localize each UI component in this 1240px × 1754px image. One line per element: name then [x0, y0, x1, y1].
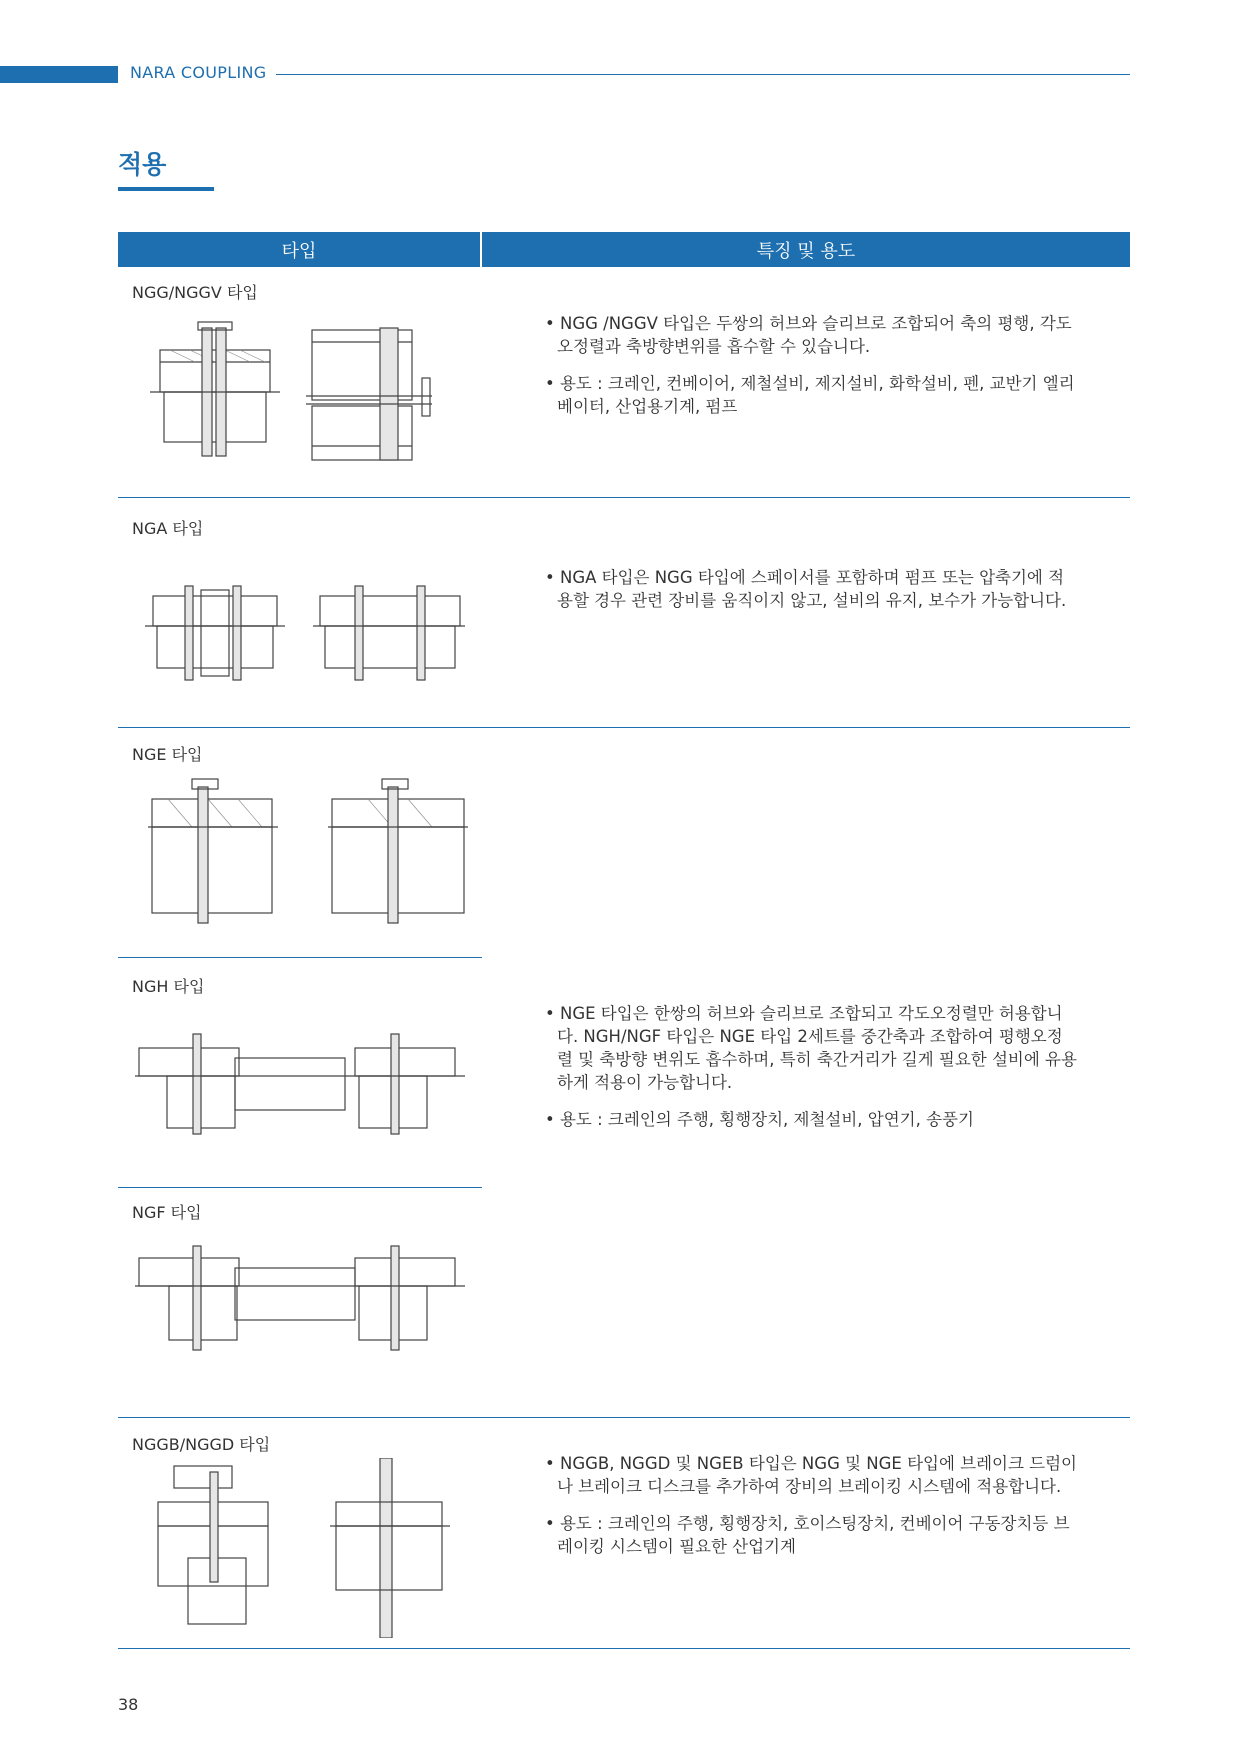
description-nga: [537, 566, 1077, 626]
description-text: • NGG /NGGV 타입은 두쌍의 허브와 슬리브로 조합되어 축의 평행, 각도오정렬과 축방향변위를 흡수할 수 있습니다.: [537, 312, 1077, 358]
description-text: • 용도 : 크레인의 주행, 횡행장치, 제철설비, 압연기, 송풍기: [537, 1108, 1077, 1131]
brake-disc-drawing: [330, 1458, 450, 1638]
type-label-nggb: NGGB/NGGD 타입: [132, 1435, 271, 1454]
description-nge: [537, 1002, 1077, 1145]
nge-coupling-drawing: [148, 775, 468, 935]
ngg-single-drawing: [150, 322, 280, 456]
description-text: • 용도 : 크레인의 주행, 횡행장치, 호이스팅장치, 컨베이어 구동장치등 브레이킹 시스템이 필요한 산업기계: [537, 1512, 1077, 1558]
title-underline: [118, 187, 214, 191]
column-header-type: 타입: [118, 232, 480, 267]
type-label-nge: NGE 타입: [132, 745, 203, 764]
row-divider: [118, 1648, 1130, 1649]
row-divider: [118, 957, 482, 958]
type-label-ngf: NGF 타입: [132, 1203, 202, 1222]
row-divider: [118, 497, 1130, 498]
type-label-ngg: NGG/NGGV 타입: [132, 283, 258, 302]
type-label-ngh: NGH 타입: [132, 977, 205, 996]
ngh-coupling-drawing: [135, 1020, 465, 1150]
nga-coupling-drawing: [145, 578, 465, 688]
description-text: • NGE 타입은 한쌍의 허브와 슬리브로 조합되고 각도오정렬만 허용합니다. NGH/NGF 타입은 NGE 타입 2세트를 중간축과 조합하여 평행오정렬 및 축방향 변위도 흡수하며, 특히 축간거리가 길게 필요한 설비에 유용하게 적용이 가능합니다.: [537, 1002, 1077, 1094]
description-nggb: [537, 1452, 1077, 1572]
description-ngg: [537, 312, 1077, 432]
page-number: 38: [118, 1695, 139, 1714]
header-rule: [276, 74, 1130, 75]
ngg-coupling-drawing: [150, 318, 470, 478]
header-accent-bar: [0, 66, 118, 83]
brand-name: NARA COUPLING: [130, 63, 267, 82]
column-header-features: 특징 및 용도: [482, 232, 1130, 267]
nggb-coupling-drawing: [150, 1458, 470, 1638]
row-divider: [118, 727, 1130, 728]
row-divider: [118, 1187, 482, 1188]
page-title: 적용: [118, 150, 167, 179]
ngf-coupling-drawing: [135, 1242, 465, 1372]
description-text: • 용도 : 크레인, 컨베이어, 제철설비, 제지설비, 화학설비, 펜, 교반기 엘리베이터, 산업용기계, 펌프: [537, 372, 1077, 418]
brake-drum-drawing: [158, 1466, 268, 1624]
type-label-nga: NGA 타입: [132, 519, 204, 538]
description-text: • NGA 타입은 NGG 타입에 스페이서를 포함하며 펌프 또는 압축기에 적용할 경우 관련 장비를 움직이지 않고, 설비의 유지, 보수가 가능합니다.: [537, 566, 1077, 612]
description-text: • NGGB, NGGD 및 NGEB 타입은 NGG 및 NGE 타입에 브레이크 드럼이나 브레이크 디스크를 추가하여 장비의 브레이킹 시스템에 적용합니다.: [537, 1452, 1077, 1498]
row-divider: [118, 1417, 1130, 1418]
nggv-vertical-drawing: [306, 328, 432, 460]
